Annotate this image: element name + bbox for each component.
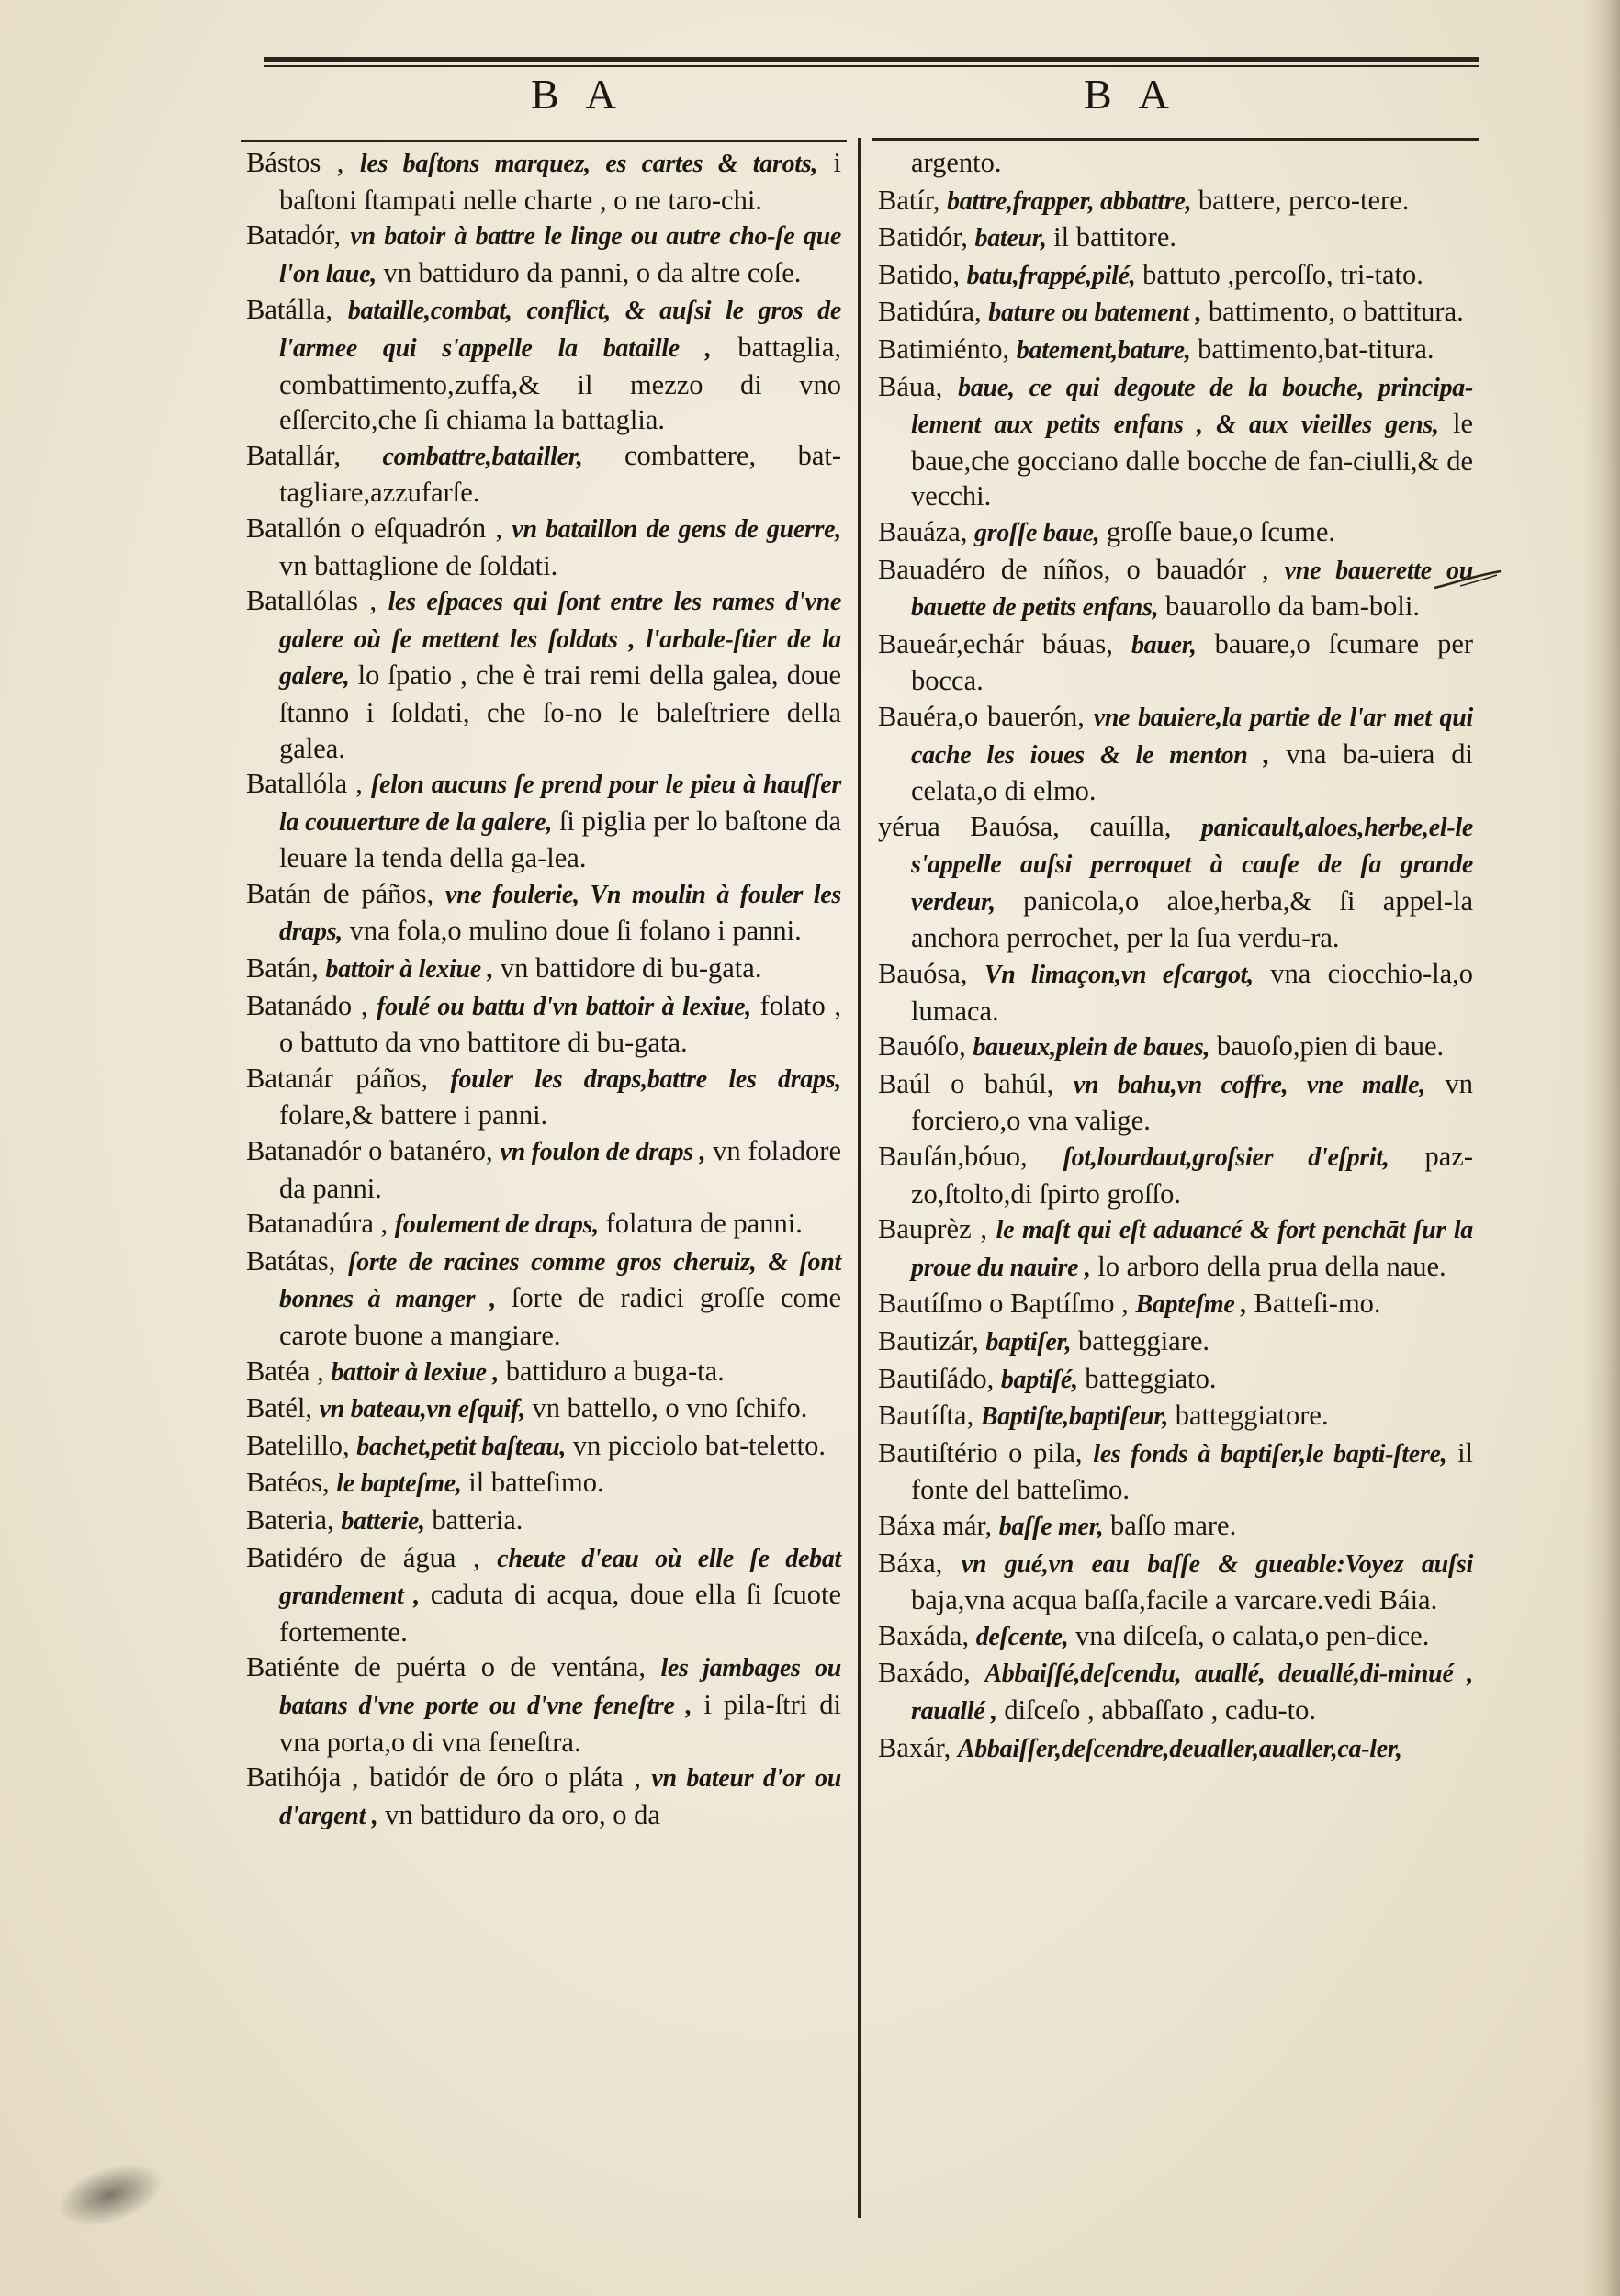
entry-italian: i baſtoni ſtampati nelle charte , o ne taro-chi. — [279, 147, 842, 216]
entry-headword: Bautiſtério o pila, — [878, 1436, 1083, 1469]
entry-french: baſſe mer, — [998, 1512, 1104, 1541]
entry-headword: Batátas, — [246, 1244, 336, 1277]
ink-smudge — [50, 2152, 172, 2238]
entry-italian: vn battidore di bu-gata. — [500, 952, 762, 985]
entry-french: cheute d'eau où elle ſe debat grandement , — [279, 1544, 842, 1611]
dictionary-entry — [878, 552, 1473, 626]
entry-headword: Batanádo , — [246, 989, 368, 1021]
dictionary-entry — [246, 1061, 841, 1133]
entry-italian: battimento,bat-titura. — [1198, 332, 1434, 365]
entry-french: vn bateau,vn eſquif, — [319, 1395, 525, 1424]
entry-french: baueux,plein de baues, — [973, 1033, 1210, 1063]
entry-italian: battaglia, combattimento,zuffa,& il mezzo di vno eſſercito,che ſi chiama la battaglia. — [279, 331, 842, 436]
entry-italian: diſceſo , abbaſſato , cadu-to. — [1004, 1694, 1317, 1726]
column-separator — [858, 138, 861, 2218]
entry-french: les eſpaces qui ſont entre les rames d'vne galere où ſe mettent les ſoldats , l'arbale-ſtier de la galere, — [279, 588, 841, 692]
entry-italian: battiduro a buga-ta. — [505, 1355, 725, 1387]
entry-french: vn gué,vn eau baſſe & gueable:Voyez auſsi — [961, 1549, 1474, 1579]
entry-french: baptiſé, — [1000, 1365, 1078, 1394]
dictionary-entry — [246, 1244, 841, 1354]
entry-headword: Bauósa, — [878, 958, 968, 990]
entry-headword: Bautiſádo, — [878, 1362, 995, 1394]
entry-italian: lo ſpatio , che è trai remi della galea, doue ſtanno i ſoldati, che ſo-no le baleſtriere della galea. — [279, 659, 841, 764]
dictionary-entry — [878, 1029, 1473, 1066]
entry-headword: Bateria, — [246, 1503, 334, 1536]
entry-french: vn foulon de draps , — [500, 1138, 706, 1167]
entry-headword: Báxa, — [878, 1547, 943, 1579]
dictionary-entry — [246, 1354, 841, 1391]
entry-french: bataille,combat, conflict, & auſsi le gros de l'armee qui s'appelle la bataille , — [279, 297, 842, 363]
entry-headword: Batelillo, — [246, 1429, 350, 1461]
dictionary-entry — [246, 583, 841, 766]
entry-headword: Batidéro de água , — [246, 1541, 480, 1573]
entry-italian: vna fola,o mulino doue ſi folano i panni. — [349, 915, 802, 947]
dictionary-entry — [246, 438, 841, 511]
entry-italian: vna ciocchio-la,o lumaca. — [911, 958, 1474, 1027]
dictionary-entry — [878, 257, 1473, 295]
dictionary-entry — [878, 1508, 1473, 1546]
entry-headword: Batidúra, — [878, 296, 982, 328]
entry-headword: Bautizár, — [878, 1325, 979, 1356]
dictionary-entry — [878, 1361, 1473, 1399]
entry-italian: bauare,o ſcumare per bocca. — [911, 627, 1474, 697]
dictionary-entry — [878, 956, 1473, 1029]
dictionary-entry — [878, 1211, 1473, 1286]
entry-french: bature ou batement , — [988, 298, 1202, 328]
entry-headword: Batadór, — [246, 219, 341, 252]
entry-french: vn bateur d'or ou d'argent , — [279, 1764, 842, 1830]
dictionary-entry — [246, 145, 841, 218]
entry-headword: Bauóſo, — [878, 1030, 966, 1063]
entry-french: Vn limaçon,vn eſcargot, — [984, 961, 1254, 990]
entry-french: bateur, — [974, 224, 1047, 253]
running-head-left: B A — [531, 71, 625, 118]
entry-french: vn bahu,vn coffre, vne malle, — [1073, 1070, 1425, 1099]
entry-headword: Báxa már, — [878, 1509, 993, 1541]
entry-italian: battere, perco-tere. — [1198, 184, 1410, 216]
entry-french: groſſe baue, — [974, 518, 1100, 547]
entry-french: vne foulerie, Vn moulin à fouler les draps, — [279, 880, 842, 947]
entry-italian: lo arboro della prua della naue. — [1097, 1250, 1446, 1282]
entry-italian: vn battello, o vno ſchifo. — [532, 1392, 808, 1424]
entry-headword: Batél, — [246, 1392, 312, 1424]
entry-french: batterie, — [341, 1506, 425, 1536]
dictionary-entry — [246, 876, 841, 951]
entry-headword: Báua, — [878, 370, 943, 402]
entry-italian: battimento, o battitura. — [1208, 296, 1464, 328]
entry-headword: Baúl o bahúl, — [878, 1067, 1054, 1099]
dictionary-entry — [878, 294, 1473, 332]
entry-french: vn bataillon de gens de guerre, — [512, 514, 841, 544]
entry-italian: groſſe baue,o ſcume. — [1107, 515, 1335, 547]
entry-headword: Bauadéro de níños, o bauadór , — [878, 553, 1269, 585]
entry-headword: Batéa , — [246, 1355, 324, 1387]
entry-french: battoir à lexiue , — [325, 955, 494, 985]
entry-french: Baptiſte,baptiſeur, — [980, 1402, 1169, 1432]
entry-french: les baſtons marquez, es cartes & tarots, — [359, 150, 818, 178]
entry-headword: Batihója , batidór de óro o pláta , — [246, 1761, 641, 1794]
entry-italian: bauoſo,pien di baue. — [1216, 1030, 1445, 1063]
entry-french: les jambages ou batans d'vne porte ou d'vne feneſtre , — [279, 1654, 842, 1720]
dictionary-entry — [246, 1206, 841, 1244]
entry-french: foulement de draps, — [394, 1210, 599, 1240]
entry-italian: il fonte del batteſimo. — [911, 1436, 1474, 1506]
entry-headword: Batido, — [878, 258, 960, 290]
dictionary-entry — [246, 218, 841, 292]
entry-headword: Bautíſta, — [878, 1400, 974, 1432]
entry-french: fouler les draps,battre les draps, — [450, 1064, 842, 1094]
entry-headword: Batanadúra , — [246, 1208, 388, 1240]
entry-italian: batteggiato. — [1085, 1362, 1217, 1394]
entry-french: le maſt qui eſt aduancé & fort penchāt ſur la proue du nauire , — [911, 1216, 1474, 1282]
entry-italian: le baue,che gocciano dalle bocche de fan-ciulli,& de vecchi. — [911, 408, 1473, 512]
dictionary-entry — [878, 1066, 1473, 1139]
entry-italian: vn forciero,o vna valige. — [911, 1067, 1473, 1137]
dictionary-entry — [246, 292, 841, 437]
dictionary-entry — [878, 1546, 1473, 1618]
dictionary-entry — [878, 1286, 1473, 1323]
top-rule — [264, 57, 1479, 62]
dictionary-entry — [246, 511, 841, 583]
dictionary-entry — [878, 332, 1473, 369]
entry-italian: vn battiduro da panni, o da altre coſe. — [383, 256, 802, 288]
dictionary-entry — [246, 1133, 841, 1206]
dictionary-entry — [878, 1139, 1473, 1211]
entry-italian: ſorte de radici groſſe come carote buone a mangiare. — [279, 1282, 842, 1351]
entry-headword: Batidór, — [878, 221, 968, 253]
entry-french: batu,frappé,pilé, — [966, 261, 1136, 290]
entry-italian: il batteſimo. — [468, 1467, 604, 1499]
dictionary-entry — [878, 699, 1473, 809]
entry-headword: Baxár, — [878, 1731, 951, 1763]
dictionary-entry — [246, 1390, 841, 1428]
entry-headword: Bautíſmo o Baptíſmo , — [878, 1288, 1129, 1320]
entry-headword: Bauſán,bóuo, — [878, 1141, 1028, 1173]
entry-french: ſot,lourdaut,groſsier d'eſprit, — [1063, 1143, 1389, 1173]
dictionary-entry — [878, 809, 1473, 956]
entry-headword: Batimiénto, — [878, 332, 1010, 365]
entry-italian: batteria. — [432, 1503, 523, 1536]
handwritten-mark — [1433, 568, 1506, 595]
dictionary-entry — [246, 1649, 841, 1760]
dictionary-entry — [878, 1398, 1473, 1435]
entry-headword: Batallár, — [246, 439, 341, 471]
entry-italian: folato , o battuto da vno battitore di bu-gata. — [279, 989, 842, 1059]
dictionary-entry — [246, 1540, 841, 1650]
entry-italian: combattere, bat-tagliare,azzufarſe. — [279, 439, 841, 509]
entry-headword: Batéos, — [246, 1467, 330, 1499]
entry-headword: Bauprèz , — [878, 1213, 987, 1245]
entry-headword: Batán de páños, — [246, 877, 434, 909]
entry-headword: Batír, — [878, 184, 940, 216]
entry-italian: battuto ,percoſſo, tri-tato. — [1142, 258, 1423, 290]
dictionary-entry — [878, 369, 1473, 514]
entry-italian: i pila-ſtri di vna porta,o di vna feneſtra. — [279, 1688, 842, 1758]
entry-french: baptiſer, — [985, 1328, 1072, 1356]
left-column — [246, 145, 841, 1834]
dictionary-entry — [878, 1618, 1473, 1656]
entry-italian: bauarollo da bam-boli. — [1165, 591, 1420, 623]
header-rule-left — [241, 140, 847, 142]
entry-french: combattre,batailler, — [382, 442, 583, 471]
dictionary-entry — [246, 1465, 841, 1503]
entry-italian: panicola,o aloe,herba,& ſi appel-la anchora perrochet, per la ſua verdu-ra. — [911, 884, 1473, 954]
entry-italian: baja,vna acqua baſſa,facile a varcare.vedi Báia. — [911, 1584, 1438, 1616]
entry-french: les fonds à baptiſer,le bapti-ſtere, — [1093, 1439, 1447, 1469]
entry-headword: Batallólas , — [246, 585, 377, 617]
right-column — [878, 145, 1473, 1767]
entry-french: le bapteſme, — [336, 1469, 462, 1499]
header-rule-right — [872, 138, 1479, 141]
entry-headword: Batallóla , — [246, 768, 363, 800]
entry-headword: Batiénte de puérta o de ventána, — [246, 1651, 647, 1683]
entry-italian: argento. — [911, 147, 1002, 178]
entry-italian: vna ba-uiera di celata,o di elmo. — [911, 737, 1474, 807]
entry-headword: Batanadór o batanéro, — [246, 1135, 493, 1167]
entry-french: Abbaiſſé,deſcendu, auallé, deuallé,di-minué , rauallé , — [911, 1660, 1473, 1726]
page-edge-shadow — [1583, 0, 1620, 2296]
entry-french: foulé ou battu d'vn battoir à lexiue, — [377, 992, 751, 1021]
entry-italian: Batteſi-mo. — [1254, 1288, 1381, 1320]
entry-french: bauer, — [1131, 630, 1197, 659]
entry-french: Bapteſme , — [1135, 1290, 1247, 1320]
entry-french: vn batoir à battre le linge ou autre cho-ſe que l'on laue, — [279, 222, 841, 288]
entry-italian: ſi piglia per lo baſtone da leuare la tenda della ga-lea. — [279, 805, 842, 874]
dictionary-entry — [878, 219, 1473, 257]
dictionary-entry — [878, 183, 1473, 220]
entry-french: vne bauiere,la partie de l'ar met qui cache les ioues & le menton , — [911, 703, 1473, 770]
entry-headword: Bástos , — [246, 147, 344, 178]
entry-french: vne bauerette ou bauette de petits enfans, — [911, 556, 1473, 623]
entry-italian: vn foladore da panni. — [279, 1135, 841, 1204]
entry-headword: Batanár páños, — [246, 1062, 429, 1094]
dictionary-entry — [246, 988, 841, 1061]
top-rule-thin — [264, 65, 1479, 67]
entry-french: battoir à lexiue , — [331, 1357, 500, 1387]
entry-italian: vn picciolo bat-teletto. — [572, 1429, 826, 1461]
dictionary-entry — [878, 145, 1473, 183]
entry-headword: Batallón o eſquadrón , — [246, 512, 503, 544]
entry-french: bachet,petit baſteau, — [356, 1432, 567, 1461]
entry-headword: Baxádo, — [878, 1657, 971, 1689]
entry-headword: yérua Bauósa, cauílla, — [878, 810, 1172, 842]
entry-headword: Bauéra,o bauerón, — [878, 700, 1085, 732]
dictionary-entry — [246, 1760, 841, 1834]
entry-italian: folatura de panni. — [605, 1208, 803, 1240]
dictionary-entry — [246, 1428, 841, 1466]
entry-italian: il battitore. — [1053, 221, 1176, 253]
entry-french: deſcente, — [975, 1622, 1069, 1651]
entry-italian: batteggiatore. — [1175, 1400, 1329, 1432]
entry-french: battre,frapper, abbattre, — [947, 186, 1192, 216]
entry-french: batement,bature, — [1016, 335, 1191, 365]
entry-headword: Baueár,echár báuas, — [878, 627, 1113, 659]
dictionary-entry — [878, 1323, 1473, 1361]
entry-italian: caduta di acqua, doue ella ſi ſcuote fortemente. — [279, 1579, 842, 1648]
dictionary-entry — [878, 1655, 1473, 1729]
running-head-right: B A — [1084, 71, 1178, 118]
entry-italian: batteggiare. — [1077, 1325, 1210, 1356]
entry-french: baue, ce qui degoute de la bouche, principa-lement aux petits enfans , & aux vieilles gens, — [911, 373, 1473, 440]
entry-italian: folare,& battere i panni. — [279, 1099, 548, 1131]
entry-headword: Batálla, — [246, 294, 333, 326]
dictionary-entry — [878, 1730, 1473, 1768]
entry-italian: vn battaglione de ſoldati. — [279, 549, 558, 581]
entry-italian: paz-zo,ſtolto,di ſpirto groſſo. — [911, 1141, 1473, 1210]
dictionary-entry — [878, 1435, 1473, 1508]
dictionary-entry — [246, 1503, 841, 1540]
dictionary-entry — [878, 514, 1473, 552]
entry-french: ſelon aucuns ſe prend pour le pieu à hauſſer la couuerture de la galere, — [279, 771, 841, 837]
entry-italian: vn battiduro da oro, o da — [385, 1798, 660, 1830]
entry-french: ſorte de racines comme gros cheruiz, & ſont bonnes à manger , — [279, 1247, 842, 1314]
entry-french: panicault,aloes,herbe,el-le s'appelle auſsi perroquet à cauſe de ſa grande verdeur, — [911, 813, 1473, 917]
dictionary-entry — [878, 626, 1473, 699]
entry-headword: Batán, — [246, 952, 319, 985]
entry-french: Abbaiſſer,deſcendre,deualler,aualler,ca-ler, — [957, 1734, 1402, 1763]
dictionary-entry — [246, 766, 841, 876]
entry-headword: Bauáza, — [878, 515, 968, 547]
entry-italian: baſſo mare. — [1110, 1509, 1237, 1541]
entry-italian: vna diſceſa, o calata,o pen-dice. — [1075, 1619, 1430, 1651]
dictionary-entry — [246, 951, 841, 988]
entry-headword: Baxáda, — [878, 1619, 970, 1651]
